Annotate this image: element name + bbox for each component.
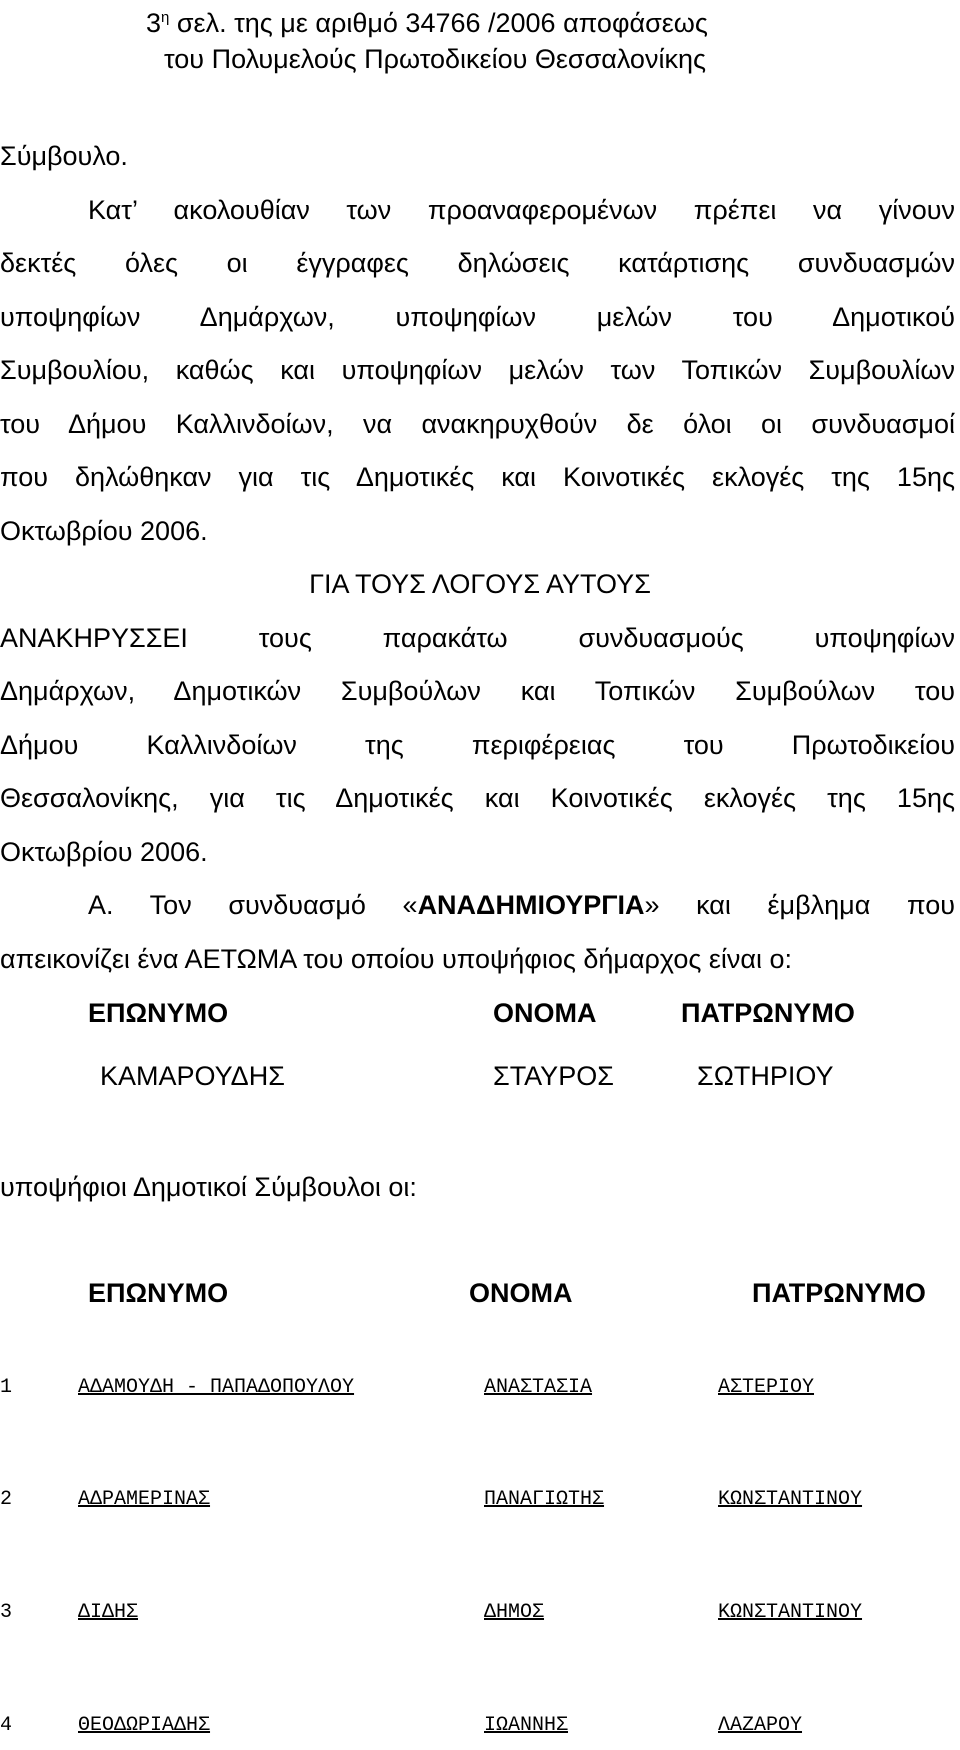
row-name: ΔΗΜΟΣ — [484, 1601, 545, 1624]
para1-line: Οκτωβρίου 2006. — [0, 516, 208, 546]
councillors-header-surname: ΕΠΩΝΥΜΟ — [88, 1278, 229, 1308]
mayor-header-name: ΟΝΟΜΑ — [493, 998, 597, 1028]
row-surname: ΑΔΑΜΟΥΔΗ - ΠΑΠΑΔΟΠΟΥΛΟΥ — [78, 1376, 355, 1399]
coalition-name: ΑΝΑΔΗΜΙΟΥΡΓΙΑ — [417, 890, 645, 920]
row-father: ΛΑΖΑΡΟΥ — [718, 1714, 803, 1737]
row-surname: ΑΔΡΑΜΕΡΙΝΑΣ — [78, 1488, 211, 1511]
para2-line: ΑΝΑΚΗΡΥΣΣΕΙ τους παρακάτω συνδυασμούς υποψηφίων — [0, 623, 955, 653]
header-line-1 — [130, 0, 830, 41]
row-number: 2 — [0, 1488, 13, 1511]
councillors-header-name: ΟΝΟΜΑ — [469, 1278, 573, 1308]
row-father: ΚΩΝΣΤΑΝΤΙΝΟΥ — [718, 1601, 863, 1624]
mayor-surname: ΚΑΜΑΡΟΥΔΗΣ — [100, 1061, 285, 1091]
para3-line-2: απεικονίζει ένα ΑΕΤΩΜΑ του οποίου υποψήφιος δήμαρχος είναι ο: — [0, 944, 793, 974]
header-line-2: του Πολυμελούς Πρωτοδικείου Θεσσαλονίκης — [164, 44, 706, 74]
para3-line-1 — [88, 879, 955, 933]
para2-line: Θεσσαλονίκης, για τις Δημοτικές και Κοινοτικές εκλογές της 15ης — [0, 783, 955, 813]
para1-start: Σύμβουλο. — [0, 141, 128, 171]
row-father: ΚΩΝΣΤΑΝΤΙΝΟΥ — [718, 1488, 863, 1511]
para2-line: Δήμου Καλλινδοίων της περιφέρειας του Πρωτοδικείου — [0, 730, 955, 760]
para1-line: υποψηφίων Δημάρχων, υποψηφίων μελών του Δημοτικού — [0, 302, 955, 332]
page-header — [130, 0, 830, 77]
mayor-father: ΣΩΤΗΡΙΟΥ — [697, 1061, 834, 1091]
row-name: ΙΩΑΝΝΗΣ — [484, 1714, 569, 1737]
row-number: 1 — [0, 1376, 13, 1399]
para1-line: Κατ’ ακολουθίαν των προαναφερομένων πρέπει να γίνουν — [88, 195, 955, 225]
row-surname: ΔΙΔΗΣ — [78, 1601, 139, 1624]
mayor-header-father: ΠΑΤΡΩΝΥΜΟ — [681, 998, 855, 1028]
header-page-number: 3 — [146, 8, 162, 38]
mayor-header-surname: ΕΠΩΝΥΜΟ — [88, 998, 229, 1028]
header-decision-number: σελ. της με αριθμό 34766 /2006 αποφάσεως — [169, 8, 708, 38]
mayor-name: ΣΤΑΥΡΟΣ — [493, 1061, 614, 1091]
para3-suffix: » και έμβλημα που — [644, 890, 955, 920]
para1-line: δεκτές όλες οι έγγραφες δηλώσεις κατάρτισης συνδυασμών — [0, 248, 955, 278]
councillors-intro: υποψήφιοι Δημοτικοί Σύμβουλοι οι: — [0, 1172, 417, 1202]
header-superscript: η — [161, 9, 170, 26]
para3-prefix: Α. Τον συνδυασμό « — [88, 890, 418, 920]
para1-line: που δηλώθηκαν για τις Δημοτικές και Κοινοτικές εκλογές της 15ης — [0, 462, 955, 492]
section-heading: ΓΙΑ ΤΟΥΣ ΛΟΓΟΥΣ ΑΥΤΟΥΣ — [309, 569, 651, 599]
para1-line: Συμβουλίου, καθώς και υποψηφίων μελών των Τοπικών Συμβουλίων — [0, 355, 955, 385]
row-surname: ΘΕΟΔΩΡΙΑΔΗΣ — [78, 1714, 211, 1737]
councillors-header-father: ΠΑΤΡΩΝΥΜΟ — [752, 1278, 926, 1308]
para1-line: του Δήμου Καλλινδοίων, να ανακηρυχθούν δε όλοι οι συνδυασμοί — [0, 409, 955, 439]
row-father: ΑΣΤΕΡΙΟΥ — [718, 1376, 815, 1399]
para2-line: Δημάρχων, Δημοτικών Συμβούλων και Τοπικών Συμβούλων του — [0, 676, 955, 706]
row-number: 4 — [0, 1714, 13, 1737]
row-name: ΑΝΑΣΤΑΣΙΑ — [484, 1376, 593, 1399]
row-name: ΠΑΝΑΓΙΩΤΗΣ — [484, 1488, 605, 1511]
para2-line: Οκτωβρίου 2006. — [0, 837, 208, 867]
row-number: 3 — [0, 1601, 13, 1624]
